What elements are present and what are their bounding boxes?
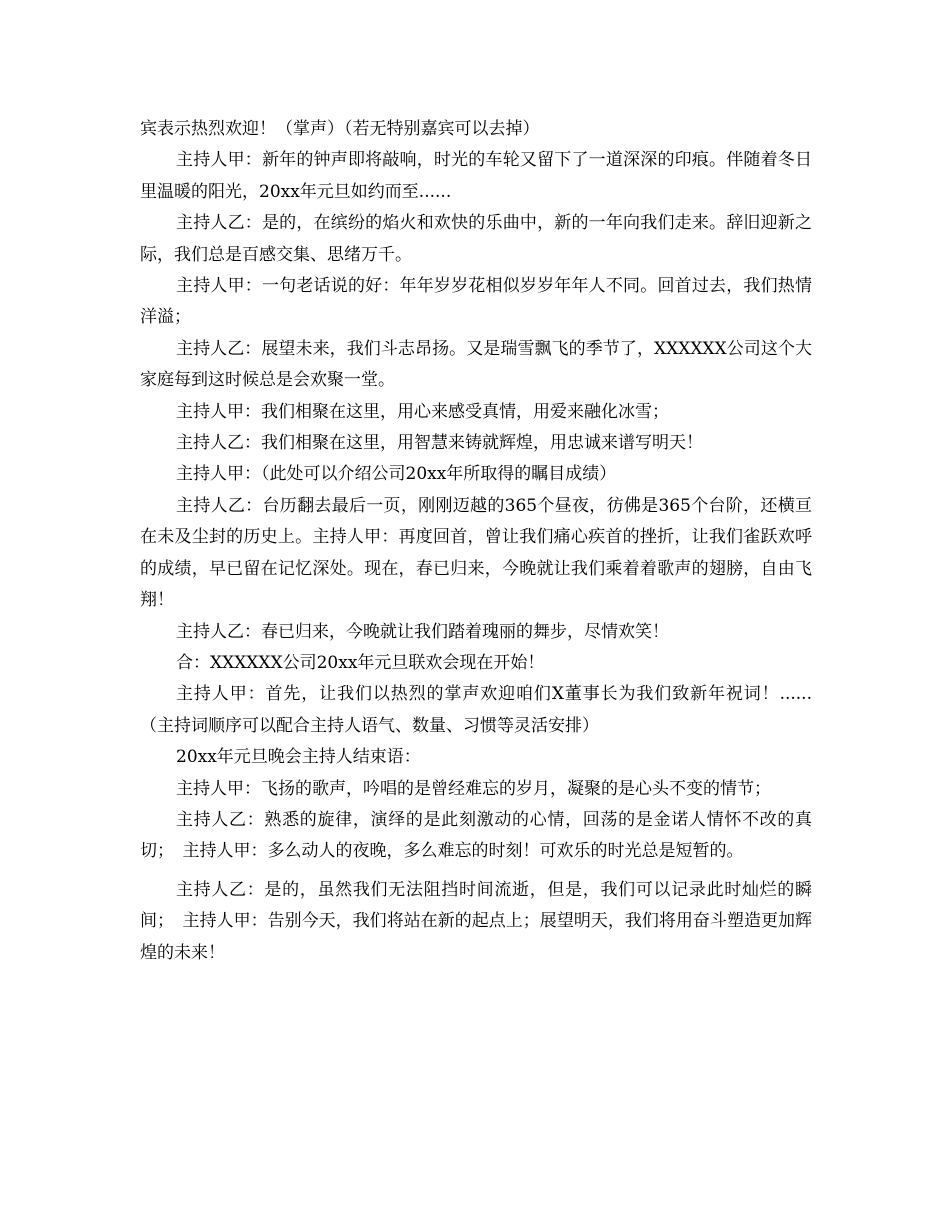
paragraph-15: 主持人乙：熟悉的旋律，演绎的是此刻激动的心情，回荡的是金诺人情怀不改的真切； 主持人甲：多么动人的夜晚，多么难忘的时刻！可欢乐的时光总是短暂的。: [140, 809, 812, 862]
paragraph-3: 主持人乙：是的，在缤纷的焰火和欢快的乐曲中，新的一年向我们走来。辞旧迎新之际，我们总是百感交集、思绪万千。: [140, 213, 812, 265]
paragraph-16: 主持人乙：是的，虽然我们无法阻挡时间流逝，但是，我们可以记录此时灿烂的瞬间； 主持人甲：告别今天，我们将站在新的起点上；展望明天，我们将用奋斗塑造更加辉煌的未来！: [140, 879, 812, 963]
paragraph-13: 20xx年元旦晚会主持人结束语：: [176, 747, 421, 768]
paragraph-6: 主持人甲：我们相聚在这里，用心来感受真情，用爱来融化冰雪；: [176, 401, 669, 422]
paragraph-7: 主持人乙：我们相聚在这里，用智慧来铸就辉煌，用忠诚来谱写明天！: [176, 433, 703, 454]
paragraph-2: 主持人甲：新年的钟声即将敲响，时光的车轮又留下了一道深深的印痕。伴随着冬日里温暖的阳光，20xx年元旦如约而至......: [140, 150, 812, 202]
paragraph-5: 主持人乙：展望未来，我们斗志昂扬。又是瑞雪飘飞的季节了，XXXXXX公司这个大家庭每到这时候总是会欢聚一堂。: [140, 338, 812, 391]
paragraph-12: 主持人甲：首先，让我们以热烈的掌声欢迎咱们X董事长为我们致新年祝词！......（主持词顺序可以配合主持人语气、数量、习惯等灵活安排）: [140, 684, 812, 736]
paragraph-1: 宾表示热烈欢迎！（掌声）（若无特别嘉宾可以去掉）: [140, 119, 540, 139]
paragraph-11: 合：XXXXXX公司20xx年元旦联欢会现在开始！: [176, 652, 545, 673]
document-body: [140, 114, 812, 969]
paragraph-9: 主持人乙：台历翻去最后一页，刚刚迈越的365个昼夜，彷佛是365个台阶，还横亘在未及尘封的历史上。主持人甲：再度回首，曾让我们痛心疾首的挫折，让我们雀跃欢呼的成绩，早已留在记忆深处。现在，春已归来，今晚就让我们乘着着歌声的翅膀，自由飞翔！: [140, 495, 812, 611]
paragraph-8: 主持人甲：（此处可以介绍公司20xx年所取得的瞩目成绩）: [176, 464, 617, 485]
paragraph-10: 主持人乙：春已归来，今晚就让我们踏着瑰丽的舞步，尽情欢笑！: [176, 621, 669, 642]
paragraph-4: 主持人甲：一句老话说的好：年年岁岁花相似岁岁年年人不同。回首过去，我们热情洋溢；: [140, 276, 812, 328]
paragraph-14: 主持人甲：飞扬的歌声，吟唱的是曾经难忘的岁月，凝聚的是心头不变的情节；: [176, 778, 771, 799]
